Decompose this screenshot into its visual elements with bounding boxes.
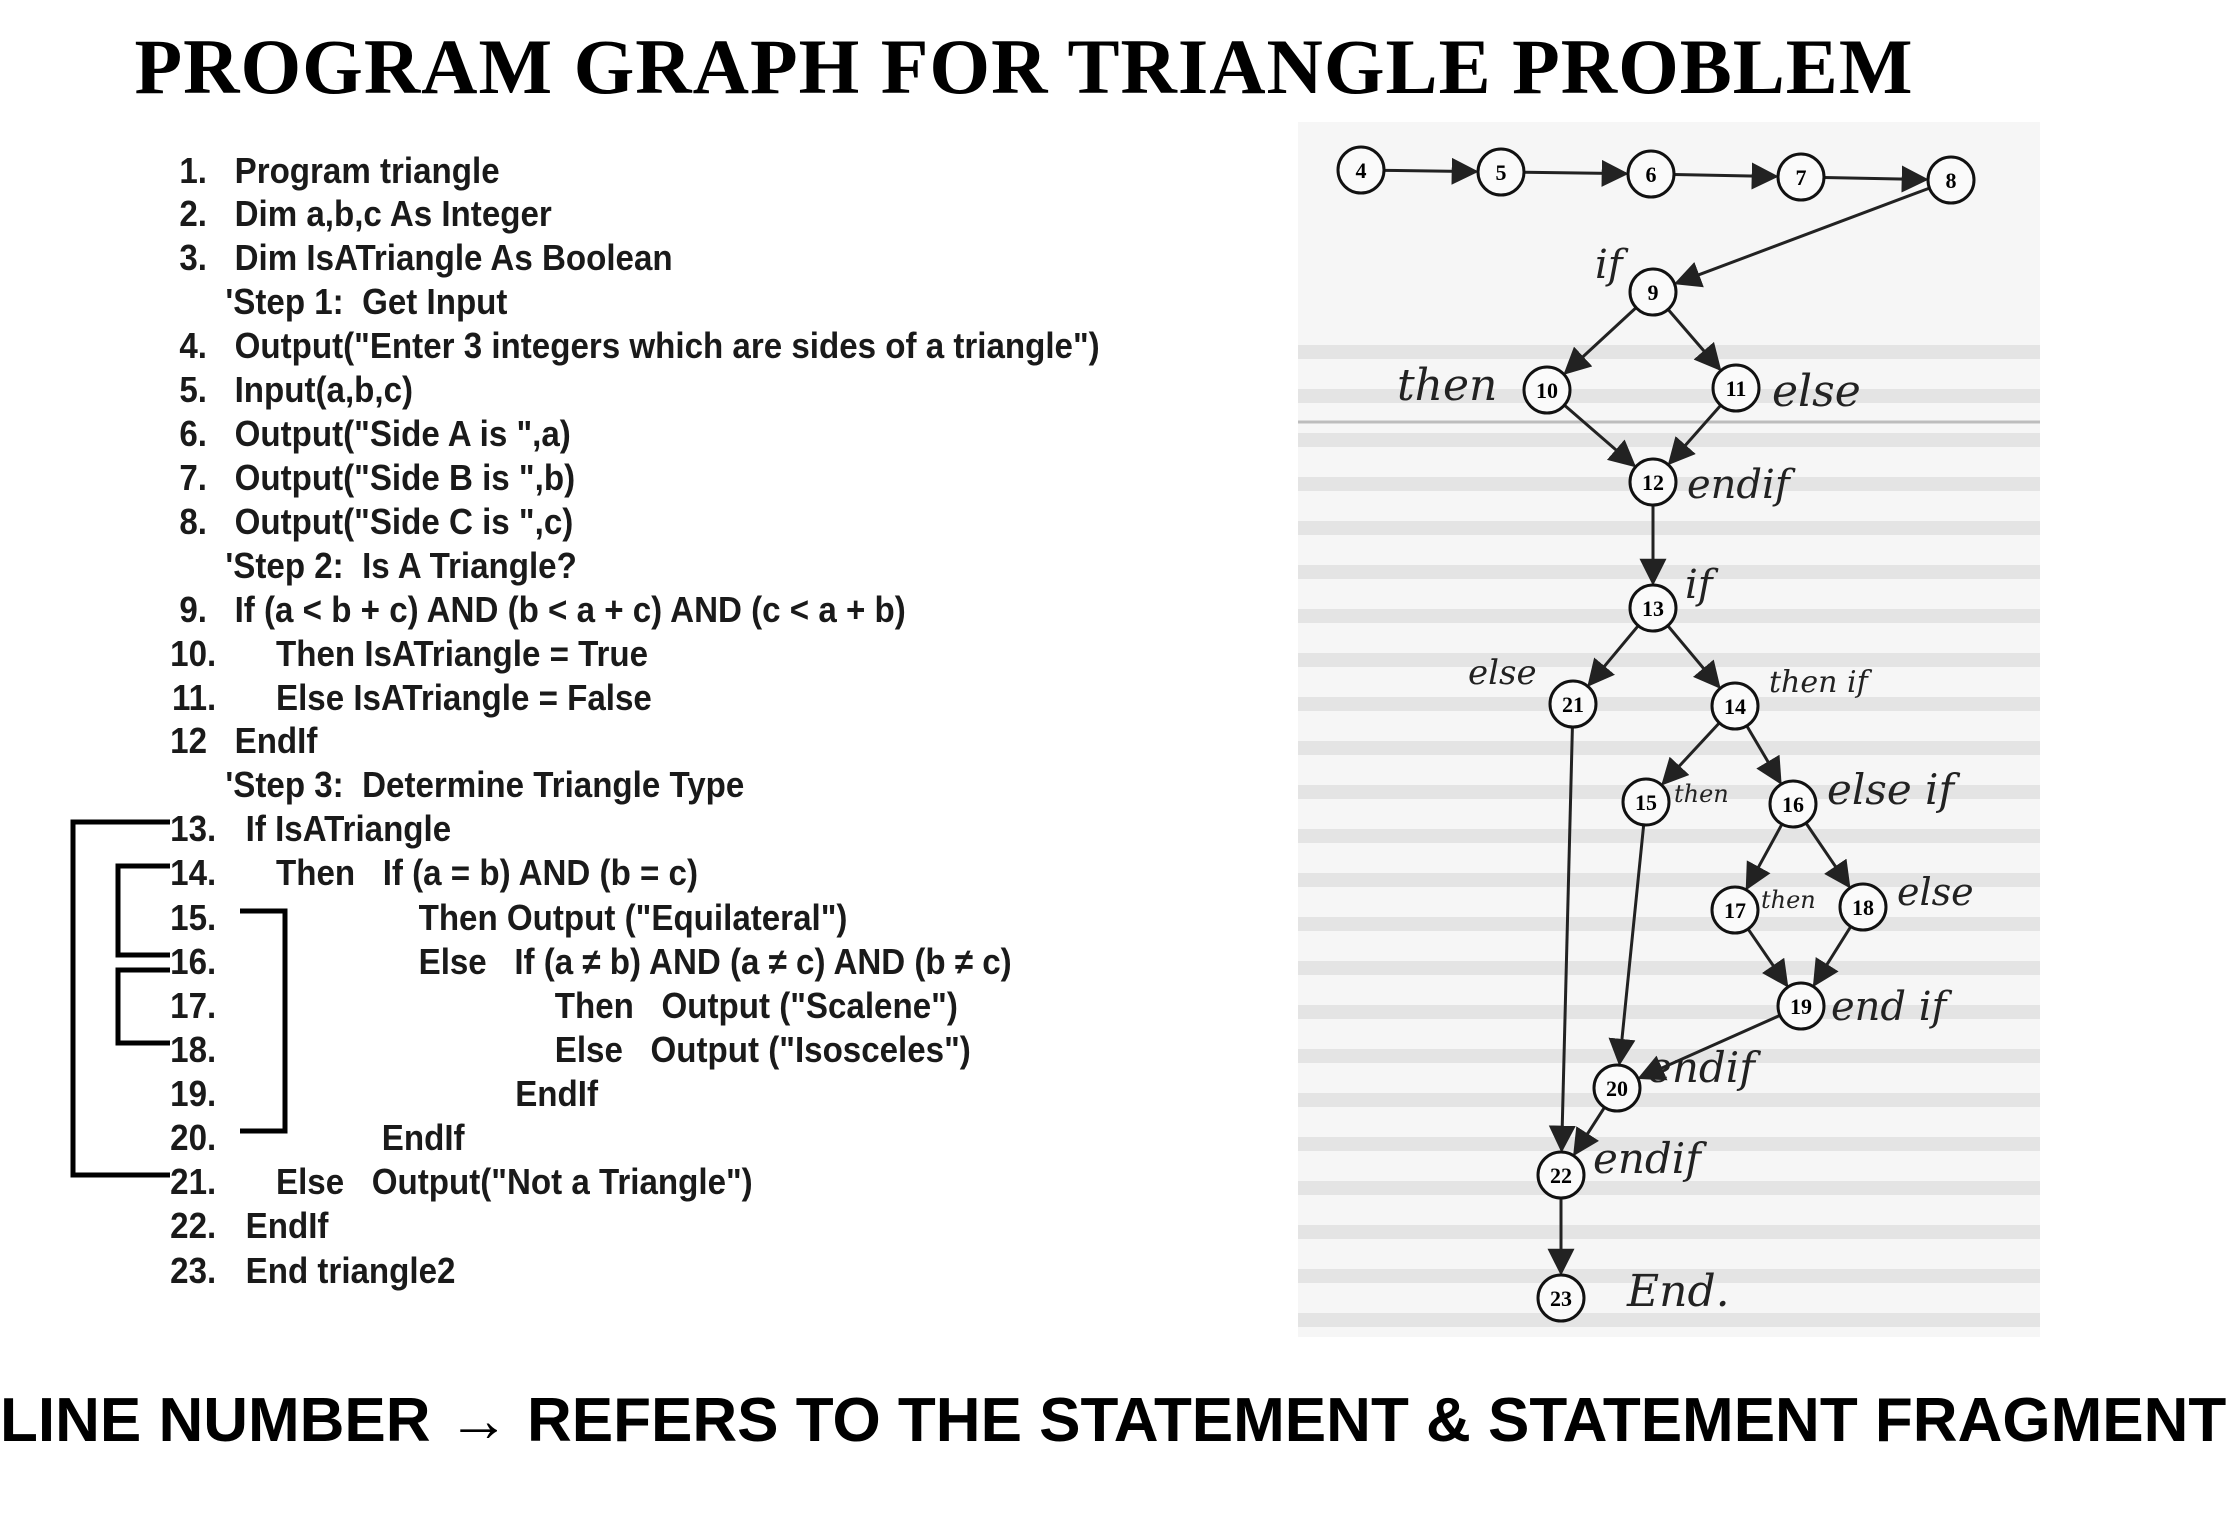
statement-text: Output("Enter 3 integers which are sides of a triangle")	[234, 325, 1100, 366]
edge-9-10	[1565, 308, 1636, 373]
graph-node-13	[1630, 585, 1676, 631]
line-number: 2.	[179, 193, 207, 234]
statement-text: Else Output("Not a Triangle")	[276, 1161, 753, 1202]
line-number: 10.	[170, 633, 217, 674]
statement-text: 'Step 1: Get Input	[225, 281, 508, 322]
statement-text: Then IsATriangle = True	[276, 633, 649, 674]
edge-5-6	[1524, 172, 1626, 173]
node-label: 20	[1606, 1076, 1628, 1101]
graph-node-22	[1538, 1152, 1584, 1198]
edge-15-20	[1620, 825, 1644, 1063]
annotation-12: endif	[1687, 462, 1790, 508]
node-label: 23	[1550, 1286, 1572, 1311]
edge-8-9	[1676, 188, 1929, 283]
node-label: 12	[1642, 470, 1664, 495]
graph-node-23	[1538, 1275, 1584, 1321]
line-number: 17.	[170, 985, 217, 1026]
statement-text: If IsATriangle	[245, 808, 452, 849]
node-label: 16	[1782, 792, 1804, 817]
statement-text: 'Step 2: Is A Triangle?	[225, 545, 577, 586]
annotation-15: then	[1674, 780, 1729, 808]
graph-node-17	[1712, 887, 1758, 933]
node-label: 5	[1495, 160, 1507, 185]
statement-text: Else If (a ≠ b) AND (a ≠ c) AND (b ≠ c)	[418, 941, 1012, 982]
edge-9-11	[1668, 309, 1720, 369]
line-number: 5.	[179, 369, 207, 410]
footer-right-text: REFERS TO THE STATEMENT & STATEMENT FRAGMENT	[509, 1386, 2226, 1455]
bracket-then-15-20	[240, 911, 285, 1131]
statement-text: End triangle2	[245, 1250, 456, 1291]
statement-text: EndIf	[381, 1117, 465, 1158]
node-label: 10	[1536, 378, 1558, 403]
footer-caption	[0, 1385, 2226, 1456]
edge-7-8	[1824, 177, 1926, 179]
right-arrow-icon: →	[447, 1386, 510, 1455]
statement-text: Then Output ("Scalene")	[554, 985, 958, 1026]
annotation-21: else	[1468, 653, 1537, 693]
node-label: 11	[1725, 376, 1747, 401]
graph-node-15	[1623, 779, 1669, 825]
line-number: 4.	[179, 325, 207, 366]
graph-node-4	[1338, 147, 1384, 193]
statement-text: Dim IsATriangle As Boolean	[234, 237, 673, 278]
line-number: 16.	[170, 941, 217, 982]
graph-node-8	[1928, 157, 1974, 203]
graph-node-19	[1778, 983, 1824, 1029]
graph-node-10	[1524, 367, 1570, 413]
annotation-20: endif	[1647, 1043, 1755, 1092]
graph-node-7	[1778, 154, 1824, 200]
annotation-14: then if	[1769, 665, 1868, 700]
line-number: 6.	[179, 413, 207, 454]
line-number: 3.	[179, 237, 207, 278]
node-label: 4	[1355, 158, 1367, 183]
line-number: 1.	[179, 150, 207, 191]
edge-4-5	[1384, 170, 1476, 171]
statement-text: EndIf	[515, 1073, 598, 1114]
graph-node-21	[1550, 681, 1596, 727]
bracket-if-13-21	[73, 822, 170, 1175]
node-label: 21	[1562, 692, 1584, 717]
program-graph	[1298, 122, 2040, 1337]
page-title: PROGRAM GRAPH FOR TRIANGLE PROBLEM	[134, 23, 1914, 110]
node-label: 17	[1724, 898, 1746, 923]
statement-text: Else IsATriangle = False	[276, 677, 652, 718]
statement-text: 'Step 3: Determine Triangle Type	[225, 764, 745, 805]
node-label: 9	[1647, 280, 1659, 305]
node-label: 8	[1945, 168, 1957, 193]
node-label: 6	[1645, 162, 1657, 187]
graph-node-11	[1713, 365, 1759, 411]
graph-node-18	[1840, 884, 1886, 930]
annotation-16: else if	[1827, 765, 1955, 814]
program-graph-panel	[1298, 122, 2040, 1337]
line-number: 21.	[170, 1161, 217, 1202]
graph-node-14	[1712, 683, 1758, 729]
line-number: 12	[170, 720, 207, 761]
annotation-18: else	[1897, 870, 1974, 914]
annotation-11: else	[1772, 366, 1861, 417]
annotation-19: end if	[1831, 984, 1947, 1030]
statement-text: Output("Side C is ",c)	[234, 501, 574, 542]
statement-text: Else Output ("Isosceles")	[554, 1029, 971, 1070]
statement-text: EndIf	[245, 1205, 329, 1246]
statement-text: EndIf	[234, 720, 318, 761]
node-label: 7	[1795, 165, 1807, 190]
annotation-22: endif	[1593, 1134, 1701, 1183]
statement-text: Input(a,b,c)	[234, 369, 414, 410]
edge-6-7	[1674, 174, 1776, 176]
statement-text: Then Output ("Equilateral")	[418, 897, 848, 938]
node-label: 18	[1852, 895, 1874, 920]
line-number: 14.	[170, 852, 217, 893]
statement-text: Output("Side A is ",a)	[234, 413, 571, 454]
graph-node-9	[1630, 269, 1676, 315]
graph-node-5	[1478, 149, 1524, 195]
line-number: 9.	[179, 589, 207, 630]
line-number: 7.	[179, 457, 207, 498]
statement-text: Dim a,b,c As Integer	[234, 193, 552, 234]
statement-text: Output("Side B is ",b)	[234, 457, 576, 498]
line-number: 22.	[170, 1205, 217, 1246]
node-label: 13	[1642, 596, 1664, 621]
line-number: 15.	[170, 897, 217, 938]
line-number: 18.	[170, 1029, 217, 1070]
node-label: 22	[1550, 1163, 1572, 1188]
line-number: 8.	[179, 501, 207, 542]
line-number: 11.	[171, 677, 217, 718]
graph-node-12	[1630, 459, 1676, 505]
line-number: 13.	[170, 808, 217, 849]
graph-node-6	[1628, 151, 1674, 197]
line-number: 20.	[170, 1117, 217, 1158]
node-label: 19	[1790, 994, 1812, 1019]
graph-node-20	[1594, 1065, 1640, 1111]
annotation-10: then	[1397, 360, 1498, 411]
footer-left-text: LINE NUMBER	[0, 1386, 448, 1455]
annotation-9: if	[1595, 242, 1623, 288]
graph-node-16	[1770, 781, 1816, 827]
edge-18-19	[1814, 926, 1851, 984]
node-label: 15	[1635, 790, 1657, 815]
line-number: 23.	[170, 1250, 217, 1291]
statement-text: Then If (a = b) AND (b = c)	[276, 852, 698, 893]
annotation-23: End.	[1627, 1266, 1730, 1317]
statement-text: Program triangle	[234, 150, 500, 191]
line-number: 19.	[170, 1073, 217, 1114]
statement-text: If (a < b + c) AND (b < a + c) AND (c < a + b)	[234, 589, 906, 630]
edge-17-19	[1748, 929, 1787, 985]
node-label: 14	[1724, 694, 1746, 719]
annotation-13: if	[1685, 562, 1713, 608]
annotation-17: then	[1761, 886, 1816, 914]
